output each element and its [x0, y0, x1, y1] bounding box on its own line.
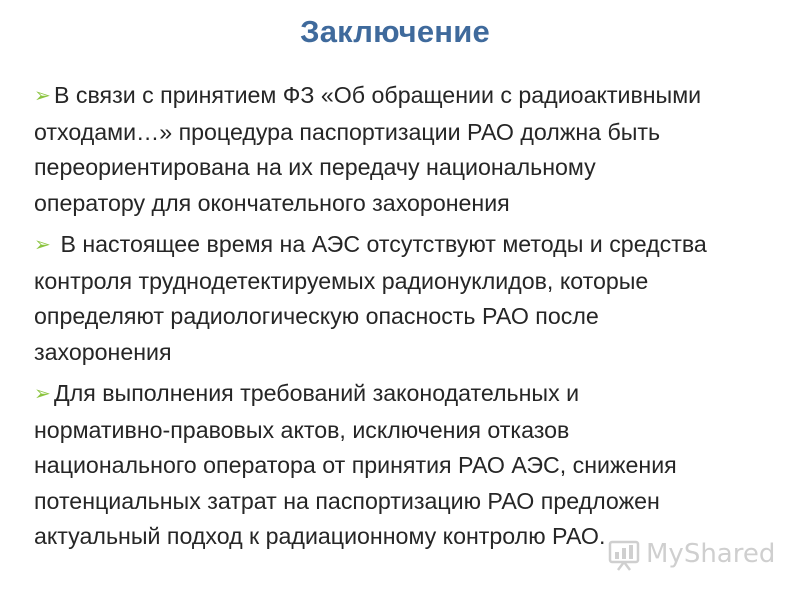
- bullet-text: В связи с принятием ФЗ «Об обращении с радиоактивными: [54, 82, 702, 108]
- bullet-line: переориентирована на их передачу национальному: [34, 154, 596, 180]
- bullet-item: [34, 78, 794, 221]
- bullet-line: актуальный подход к радиационному контролю РАО.: [34, 523, 606, 549]
- bullet-line: оператору для окончательного захоронения: [34, 189, 510, 216]
- bullet-line: потенциальных затрат на паспортизацию РАО предложен: [34, 487, 660, 514]
- bullet-item: [34, 227, 794, 370]
- bullet-list: [34, 78, 794, 561]
- bullet-line: захоронения: [34, 338, 172, 365]
- bullet-line: контроля труднодетектируемых радионуклидов, которые: [34, 267, 649, 294]
- bullet-line: [34, 78, 794, 115]
- chart-logo-icon: [608, 538, 642, 572]
- arrow-bullet-icon: ➢: [34, 383, 51, 405]
- bullet-line: отходами…» процедура паспортизации РАО должна быть: [34, 118, 661, 145]
- bullet-text: Для выполнения требований законодательных и: [54, 380, 580, 406]
- arrow-bullet-icon: ➢: [34, 85, 51, 107]
- bullet-line: определяют радиологическую опасность РАО после: [34, 303, 599, 329]
- arrow-bullet-icon: ➢: [34, 234, 51, 256]
- watermark: [608, 536, 776, 576]
- slide-title: Заключение: [300, 14, 490, 49]
- watermark-text: MyShared: [646, 539, 776, 569]
- bullet-line: национального оператора от принятия РАО АЭС, снижения: [34, 452, 677, 478]
- bullet-item: [34, 376, 794, 555]
- bullet-text: В настоящее время на АЭС отсутствуют методы и средства: [54, 231, 707, 257]
- bullet-line: [34, 376, 794, 413]
- bullet-line: [34, 227, 794, 264]
- bullet-line: нормативно-правовых актов, исключения отказов: [34, 416, 570, 443]
